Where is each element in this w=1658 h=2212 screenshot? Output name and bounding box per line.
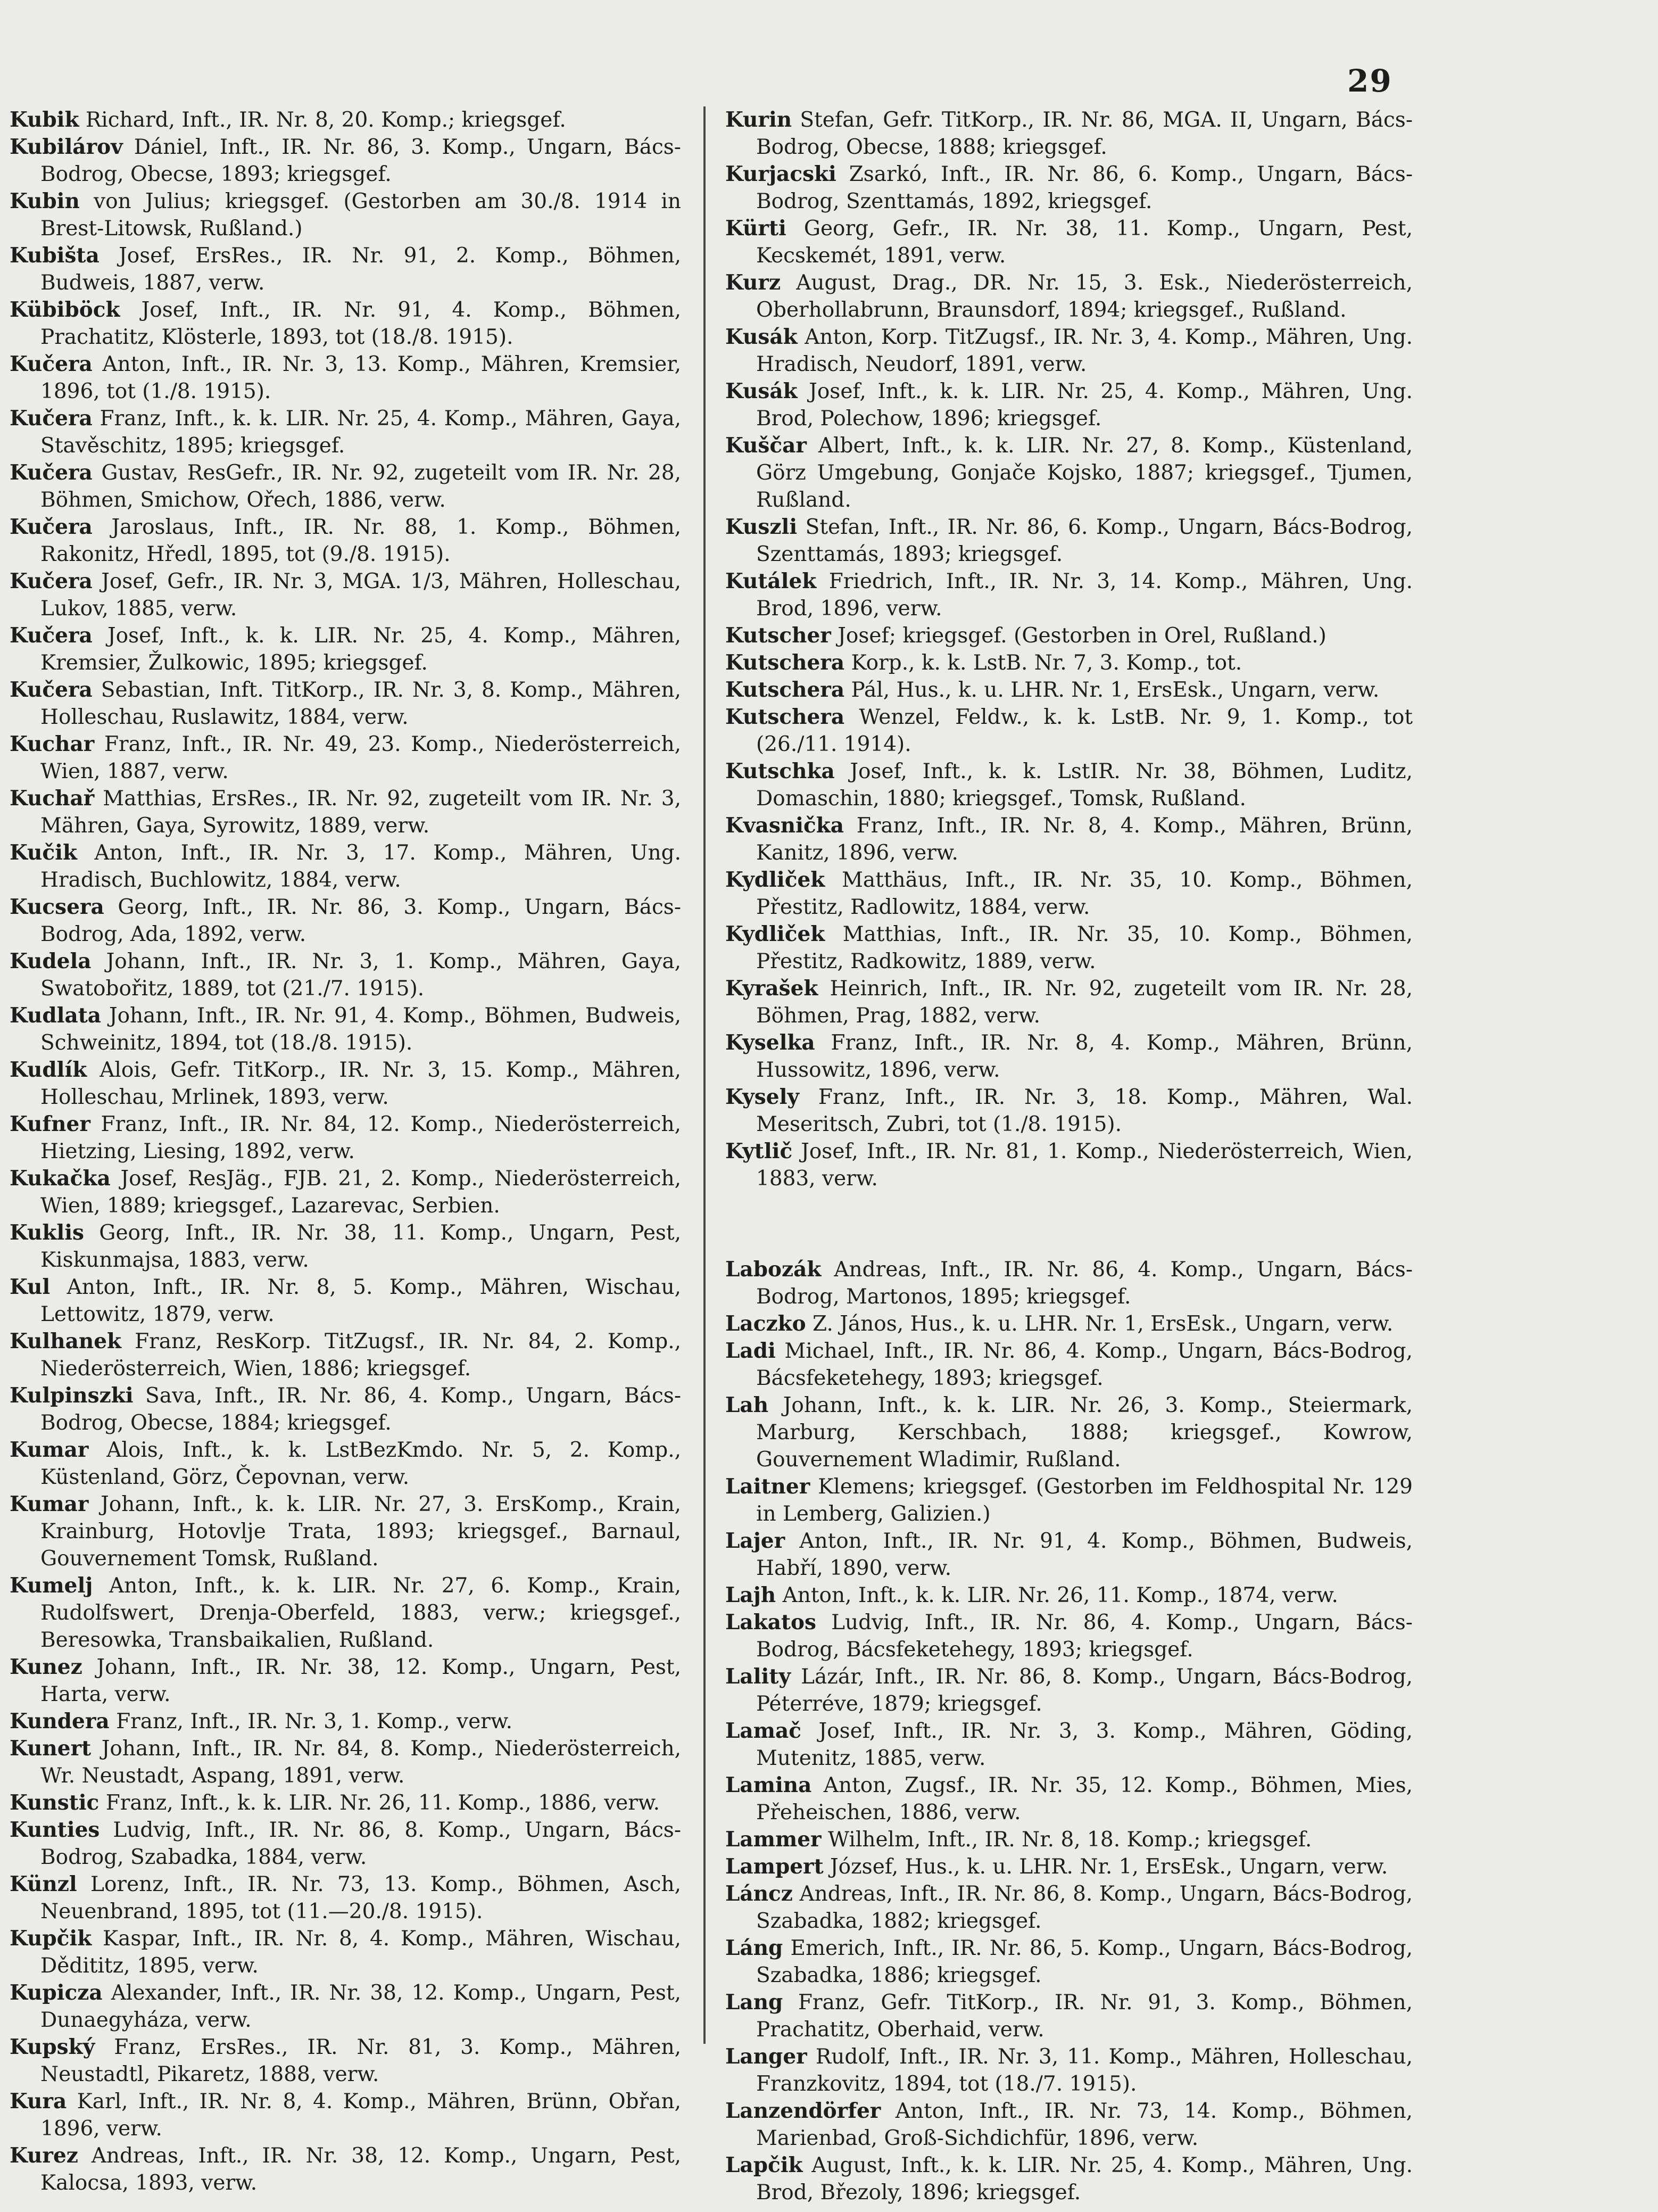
register-entry [10,351,681,405]
entry-surname: Kydliček [725,868,825,892]
entry-surname: Kuklis [10,1220,85,1245]
entry-details: Matthias, ErsRes., IR. Nr. 92, zugeteilt vom IR. Nr. 3, Mähren, Gaya, Syrowitz, 1889, verw. [40,787,681,838]
entry-details: Andreas, Inft., IR. Nr. 86, 8. Komp., Ungarn, Bács-Bodrog, Szabadka, 1882; kriegsgef. [756,1882,1413,1933]
entry-surname: Kutschera [725,678,845,702]
entry-surname: Kulhanek [10,1329,122,1353]
entry-details: Anton, Korp. TitZugsf., IR. Nr. 3, 4. Komp., Mähren, Ung. Hradisch, Neudorf, 1891, verw. [756,325,1413,376]
register-entry [725,1663,1413,1718]
entry-details: Josef, Inft., k. k. LIR. Nr. 25, 4. Komp., Mähren, Kremsier, Žulkowic, 1895; kriegsgef. [40,624,682,675]
register-entry [10,459,681,514]
entry-details: Friedrich, Inft., IR. Nr. 3, 14. Komp., Mähren, Ung. Brod, 1896, verw. [756,569,1413,621]
entry-surname: Kulpinszki [10,1383,134,1408]
register-entry [10,1871,681,1925]
entry-surname: Lajh [725,1583,776,1607]
entry-surname: Kusák [725,325,798,349]
register-entry [10,1437,681,1491]
entry-details: Johann, Inft., IR. Nr. 38, 12. Komp., Ungarn, Pest, Harta, verw. [40,1655,681,1706]
entry-surname: Kytlič [725,1139,793,1163]
register-entry [10,2088,681,2142]
entry-details: Josef, Inft., IR. Nr. 81, 1. Komp., Niederösterreich, Wien, 1883, verw. [756,1140,1413,1191]
register-entry [725,1609,1413,1663]
entry-details: Alois, Inft., k. k. LstBezKmdo. Nr. 5, 2. Komp., Küstenland, Görz, Čepovnan, verw. [40,1438,681,1489]
entry-surname: Kuchar [10,732,95,756]
entry-details: Franz, Inft., IR. Nr. 8, 4. Komp., Mähren, Brünn, Kanitz, 1896, verw. [756,814,1413,865]
entry-details: Z. János, Hus., k. u. LHR. Nr. 1, ErsEsk., Ungarn, verw. [813,1312,1394,1336]
register-entry [10,1708,681,1735]
register-entry [10,1925,681,1979]
entry-surname: Kydliček [725,922,825,946]
entry-surname: Kučera [10,352,93,376]
entry-surname: Lajer [725,1529,785,1553]
register-entry [725,1084,1413,1138]
entry-surname: Kutschka [725,759,835,783]
entry-surname: Kufner [10,1112,90,1136]
entry-surname: Kučera [10,406,93,431]
entry-surname: Kunstic [10,1790,100,1815]
register-entry [10,1789,681,1817]
register-entry [10,1491,681,1572]
entry-details: Karl, Inft., IR. Nr. 8, 4. Komp., Mähren, Brünn, Obřan, 1896, verw. [40,2090,681,2141]
entry-surname: Lamina [725,1773,812,1797]
register-entry [725,106,1413,161]
entry-surname: Kutschera [725,650,845,675]
entry-details: Franz, Inft., IR. Nr. 49, 23. Komp., Niederösterreich, Wien, 1887, verw. [40,732,681,783]
entry-surname: Kučera [10,678,93,702]
register-entry [725,269,1413,324]
register-entry [725,2098,1413,2152]
entry-surname: Kysely [725,1085,800,1109]
entry-surname: Laitner [725,1474,810,1499]
register-entry [725,975,1413,1029]
entry-surname: Kurin [725,108,792,132]
entry-surname: Lang [725,1990,783,2015]
register-entry [10,1572,681,1654]
entry-details: Andreas, Inft., IR. Nr. 86, 4. Komp., Ungarn, Bács-Bodrog, Martonos, 1895; kriegsgef. [756,1258,1413,1309]
page-number: 29 [1347,63,1392,99]
left-column [10,106,681,2197]
register-entry [725,649,1413,676]
register-entry [10,2034,681,2088]
entry-surname: Kubilárov [10,135,123,159]
register-entry [725,758,1413,812]
register-entry [10,1979,681,2034]
entry-surname: Lah [725,1393,769,1417]
entry-details: Stefan, Inft., IR. Nr. 86, 6. Komp., Ungarn, Bács-Bodrog, Szenttamás, 1893; kriegsgef. [756,515,1413,566]
register-entry [725,568,1413,622]
register-entry [10,785,681,839]
entry-details: Lázár, Inft., IR. Nr. 86, 8. Komp., Ungarn, Bács-Bodrog, Péterréve, 1879; kriegsgef. [756,1665,1413,1716]
entry-details: Anton, Inft., k. k. LIR. Nr. 26, 11. Komp., 1874, verw. [782,1583,1338,1607]
entry-details: Matthäus, Inft., IR. Nr. 35, 10. Komp., Böhmen, Přestitz, Radlowitz, 1884, verw. [756,868,1413,919]
register-entry [725,1880,1413,1935]
entry-surname: Kyselka [725,1030,815,1055]
register-entry [10,1002,681,1057]
register-entry [725,1826,1413,1853]
entry-surname: Kubik [10,108,79,132]
entry-details: Andreas, Inft., IR. Nr. 38, 12. Komp., Ungarn, Pest, Kalocsa, 1893, verw. [40,2144,681,2195]
entry-surname: Lality [725,1664,791,1689]
register-entry [725,1338,1413,1392]
section-gap [725,1192,1413,1256]
entry-surname: Kubišta [10,243,100,268]
entry-details: Richard, Inft., IR. Nr. 8, 20. Komp.; kriegsgef. [85,108,566,132]
entry-details: Wenzel, Feldw., k. k. LstB. Nr. 9, 1. Komp., tot (26./11. 1914). [756,705,1413,756]
register-entry [10,134,681,188]
entry-surname: Kurjacski [725,162,836,186]
entry-details: Josef, Inft., IR. Nr. 91, 4. Komp., Böhmen, Prachatitz, Klösterle, 1893, tot (18./8. 1915). [40,298,681,349]
entry-details: Zsarkó, Inft., IR. Nr. 86, 6. Komp., Ungarn, Bács-Bodrog, Szenttamás, 1892, kriegsgef. [756,162,1413,213]
right-column [725,106,1413,2206]
entry-details: Kaspar, Inft., IR. Nr. 8, 4. Komp., Mähren, Wischau, Dědititz, 1895, verw. [40,1927,681,1978]
entry-details: Josef; kriegsgef. (Gestorben in Orel, Rußland.) [838,624,1327,648]
entry-details: August, Inft., k. k. LIR. Nr. 25, 4. Komp., Mähren, Ung. Brod, Březoly, 1896; kriegsgef. [756,2153,1413,2205]
entry-surname: Kumelj [10,1573,93,1598]
register-entry [725,866,1413,921]
entry-surname: Kukačka [10,1166,111,1191]
register-entry [10,676,681,731]
entry-surname: Lakatos [725,1610,816,1635]
entry-surname: Kucsera [10,895,104,919]
register-entry [725,1473,1413,1528]
entry-details: Dániel, Inft., IR. Nr. 86, 3. Komp., Ungarn, Bács-Bodrog, Obecse, 1893; kriegsgef. [40,135,681,186]
register-entry [725,1935,1413,1989]
entry-surname: Kučera [10,569,93,593]
entry-details: Josef, ErsRes., IR. Nr. 91, 2. Komp., Böhmen, Budweis, 1887, verw. [40,244,681,295]
register-entry [10,296,681,351]
entry-surname: Kutschera [725,705,845,729]
entry-surname: Kubin [10,189,80,213]
register-entry [725,2152,1413,2206]
register-entry [725,215,1413,269]
register-entry [725,1989,1413,2043]
entry-details: Josef, Inft., k. k. LIR. Nr. 25, 4. Komp., Mähren, Ung. Brod, Polechow, 1896; kriegsgef. [756,379,1413,431]
entry-surname: Kura [10,2089,67,2114]
entry-surname: Kunties [10,1818,100,1842]
register-entry [10,188,681,242]
entry-surname: Kupský [10,2035,95,2059]
entry-details: Sava, Inft., IR. Nr. 86, 4. Komp., Ungarn, Bács-Bodrog, Obecse, 1884; kriegsgef. [40,1384,681,1435]
entry-details: Anton, Inft., IR. Nr. 3, 17. Komp., Mähren, Ung. Hradisch, Buchlowitz, 1884, verw. [40,841,681,892]
entry-details: Alexander, Inft., IR. Nr. 38, 12. Komp., Ungarn, Pest, Dunaegyháza, verw. [40,1981,681,2032]
entry-details: Heinrich, Inft., IR. Nr. 92, zugeteilt vom IR. Nr. 28, Böhmen, Prag, 1882, verw. [756,977,1413,1028]
register-entry [10,242,681,296]
entry-surname: Kutálek [725,569,817,593]
entry-details: Franz, Gefr. TitKorp., IR. Nr. 91, 3. Komp., Böhmen, Prachatitz, Oberhaid, verw. [756,1991,1413,2042]
register-entry [725,676,1413,704]
right-column-k-entries [725,106,1413,1192]
entry-details: Jaroslaus, Inft., IR. Nr. 88, 1. Komp., Böhmen, Rakonitz, Hředl, 1895, tot (9./8. 1915). [40,515,681,566]
register-entry [10,106,681,134]
entry-surname: Kučera [10,515,93,539]
entry-details: Johann, Inft., k. k. LIR. Nr. 26, 3. Komp., Steiermark, Marburg, Kerschbach, 1888; kriegsgef., Kowrow, Gouvernement Wladimir, Rußland. [756,1393,1413,1472]
register-entry [725,1310,1413,1338]
entry-details: Stefan, Gefr. TitKorp., IR. Nr. 86, MGA. II, Ungarn, Bács-Bodrog, Obecse, 1888; kriegsgef. [756,108,1413,159]
entry-details: Georg, Gefr., IR. Nr. 38, 11. Komp., Ungarn, Pest, Kecskemét, 1891, verw. [756,217,1413,268]
entry-surname: Lanzendörfer [725,2099,881,2123]
entry-surname: Ladi [725,1339,776,1363]
entry-surname: Kuszli [725,515,798,539]
entry-surname: Kumar [10,1438,89,1462]
register-entry [725,812,1413,866]
register-entry [725,704,1413,758]
entry-details: Anton, Inft., IR. Nr. 91, 4. Komp., Böhmen, Budweis, Habří, 1890, verw. [756,1529,1413,1580]
entry-surname: Kurz [725,270,781,295]
entry-surname: Kunert [10,1736,92,1761]
entry-details: Georg, Inft., IR. Nr. 38, 11. Komp., Ungarn, Pest, Kiskunmajsa, 1883, verw. [40,1221,681,1272]
register-entry [725,1256,1413,1310]
entry-details: Josef, Gefr., IR. Nr. 3, MGA. 1/3, Mähren, Holleschau, Lukov, 1885, verw. [40,569,681,621]
entry-details: Rudolf, Inft., IR. Nr. 3, 11. Komp., Mähren, Holleschau, Franzkovitz, 1894, tot (18./7. 1915). [756,2045,1413,2096]
entry-details: Anton, Zugsf., IR. Nr. 35, 12. Komp., Böhmen, Mies, Přeheischen, 1886, verw. [756,1773,1413,1825]
entry-surname: Kvasnička [725,813,844,838]
entry-surname: Kučik [10,840,77,865]
entry-surname: Kürti [725,216,786,241]
entry-details: Franz, ResKorp. TitZugsf., IR. Nr. 84, 2. Komp., Niederösterreich, Wien, 1886; kriegsgef. [40,1330,682,1381]
entry-details: Pál, Hus., k. u. LHR. Nr. 1, ErsEsk., Ungarn, verw. [851,678,1380,702]
register-entry [10,1111,681,1165]
entry-details: Franz, Inft., IR. Nr. 3, 18. Komp., Mähren, Wal. Meseritsch, Zubri, tot (1./8. 1915). [756,1085,1413,1136]
register-entry [725,161,1413,215]
entry-surname: Láng [725,1936,783,1960]
entry-details: Franz, ErsRes., IR. Nr. 81, 3. Komp., Mähren, Neustadtl, Pikaretz, 1888, verw. [40,2035,681,2086]
entry-surname: Kuščar [725,433,807,458]
entry-details: Johann, Inft., k. k. LIR. Nr. 27, 3. ErsKomp., Krain, Krainburg, Hotovlje Trata, 1893; kriegsgef., Barnaul, Gouvernement Tomsk, Rußland. [40,1492,681,1571]
entry-details: Johann, Inft., IR. Nr. 84, 8. Komp., Niederösterreich, Wr. Neustadt, Aspang, 1891, verw. [40,1737,681,1788]
register-entry [10,1735,681,1789]
entry-surname: Kutscher [725,623,831,648]
entry-surname: Kuchař [10,786,95,811]
entry-surname: Kupčik [10,1926,92,1951]
register-entry [725,514,1413,568]
register-entry [10,2142,681,2197]
entry-surname: Kučera [10,623,93,648]
register-entry [725,1718,1413,1772]
register-entry [10,1274,681,1328]
register-entry [10,894,681,948]
entry-surname: Künzl [10,1872,77,1896]
entry-details: Franz, Inft., k. k. LIR. Nr. 25, 4. Komp., Mähren, Gaya, Stavěschitz, 1895; kriegsgef. [40,407,681,458]
entry-surname: Kudlata [10,1003,102,1028]
register-entry [725,1528,1413,1582]
entry-surname: Langer [725,2044,807,2069]
register-entry [10,1057,681,1111]
column-divider [703,106,706,2044]
entry-details: Sebastian, Inft. TitKorp., IR. Nr. 3, 8. Komp., Mähren, Holleschau, Ruslawitz, 1884, verw. [40,678,681,729]
right-column-l-entries [725,1256,1413,2206]
register-entry [725,1138,1413,1192]
entry-details: Michael, Inft., IR. Nr. 86, 4. Komp., Ungarn, Bács-Bodrog, Bácsfeketehegy, 1893; kriegsgef. [756,1339,1413,1390]
entry-surname: Labozák [725,1257,822,1282]
entry-surname: Kumar [10,1492,89,1516]
entry-details: Josef, Inft., k. k. LstIR. Nr. 38, Böhmen, Luditz, Domaschin, 1880; kriegsgef., Tomsk, Rußland. [756,760,1413,811]
entry-surname: Kyrašek [725,976,818,1001]
entry-details: Anton, Inft., IR. Nr. 3, 13. Komp., Mähren, Kremsier, 1896, tot (1./8. 1915). [40,352,681,403]
entry-surname: Lamač [725,1719,801,1743]
entry-surname: Kunez [10,1655,82,1679]
entry-details: Josef, Inft., IR. Nr. 3, 3. Komp., Mähren, Göding, Mutenitz, 1885, verw. [756,1719,1413,1770]
entry-details: Matthias, Inft., IR. Nr. 35, 10. Komp., Böhmen, Přestitz, Radkowitz, 1889, verw. [756,922,1413,973]
entry-details: Franz, Inft., k. k. LIR. Nr. 26, 11. Komp., 1886, verw. [105,1791,660,1815]
entry-details: Anton, Inft., k. k. LIR. Nr. 27, 6. Komp., Krain, Rudolfswert, Drenja-Oberfeld, 1883, verw.; kriegsgef., Beresowka, Transbaikalien, Rußland. [40,1574,681,1652]
entry-details: Klemens; kriegsgef. (Gestorben im Feldhospital Nr. 129 in Lemberg, Galizien.) [756,1475,1413,1526]
register-entry [10,514,681,568]
register-entry [10,839,681,894]
register-entry [10,1817,681,1871]
entry-details: Johann, Inft., IR. Nr. 91, 4. Komp., Böhmen, Budweis, Schweinitz, 1894, tot (18./8. 1915). [40,1004,681,1055]
entry-surname: Kupicza [10,1980,103,2005]
register-entry [10,1654,681,1708]
entry-surname: Kurez [10,2143,78,2168]
register-entry [725,1392,1413,1473]
register-entry [725,921,1413,975]
entry-details: Alois, Gefr. TitKorp., IR. Nr. 3, 15. Komp., Mähren, Holleschau, Mrlinek, 1893, verw. [40,1058,681,1109]
register-entry [10,405,681,459]
entry-details: Georg, Inft., IR. Nr. 86, 3. Komp., Ungarn, Bács-Bodrog, Ada, 1892, verw. [40,895,682,946]
register-entry [725,1582,1413,1609]
entry-details: Anton, Inft., IR. Nr. 73, 14. Komp., Böhmen, Marienbad, Groß-Sichdichfür, 1896, verw. [756,2099,1413,2150]
register-entry [10,1165,681,1219]
entry-details: Gustav, ResGefr., IR. Nr. 92, zugeteilt vom IR. Nr. 28, Böhmen, Smichow, Ořech, 1886, verw. [40,461,681,512]
entry-surname: Kudela [10,949,92,973]
entry-surname: Laczko [725,1311,806,1336]
entry-details: Ludvig, Inft., IR. Nr. 86, 8. Komp., Ungarn, Bács-Bodrog, Szabadka, 1884, verw. [40,1818,681,1869]
register-entry [725,378,1413,432]
entry-details: Josef, ResJäg., FJB. 21, 2. Komp., Niederösterreich, Wien, 1889; kriegsgef., Lazarevac, Serbien. [40,1167,681,1218]
entry-details: Korp., k. k. LstB. Nr. 7, 3. Komp., tot. [851,651,1242,675]
register-entry [10,1382,681,1437]
entry-surname: Kundera [10,1709,110,1734]
register-entry [10,948,681,1002]
register-entry [725,432,1413,514]
register-entry [10,1219,681,1274]
entry-surname: Kudlík [10,1058,87,1082]
register-entry [10,1328,681,1382]
register-entry [725,1772,1413,1826]
entry-surname: Lammer [725,1827,822,1852]
register-entry [725,1029,1413,1084]
entry-details: Anton, Inft., IR. Nr. 8, 5. Komp., Mähren, Wischau, Lettowitz, 1879, verw. [40,1275,681,1326]
entry-details: Ludvig, Inft., IR. Nr. 86, 4. Komp., Ungarn, Bács-Bodrog, Bácsfeketehegy, 1893; kriegsgef. [756,1611,1413,1662]
entry-surname: Kul [10,1275,51,1299]
entry-surname: Lapčik [725,2153,803,2177]
entry-details: von Julius; kriegsgef. (Gestorben am 30./8. 1914 in Brest-Litowsk, Rußland.) [40,189,682,241]
entry-details: József, Hus., k. u. LHR. Nr. 1, ErsEsk., Ungarn, verw. [830,1855,1388,1879]
entry-details: Franz, Inft., IR. Nr. 8, 4. Komp., Mähren, Brünn, Hussowitz, 1896, verw. [756,1031,1413,1082]
register-entry [725,1853,1413,1880]
entry-details: Albert, Inft., k. k. LIR. Nr. 27, 8. Komp., Küstenland, Görz Umgebung, Gonjače Kojsko, 1887; kriegsgef., Tjumen, Rußland. [756,434,1413,512]
entry-surname: Kučera [10,460,93,485]
register-entry [725,324,1413,378]
register-entry [10,731,681,785]
entry-surname: Lampert [725,1854,824,1879]
entry-surname: Kübiböck [10,298,120,322]
entry-surname: Láncz [725,1881,793,1906]
entry-details: Wilhelm, Inft., IR. Nr. 8, 18. Komp.; kriegsgef. [828,1828,1312,1852]
register-entry [725,2043,1413,2098]
register-entry [725,622,1413,649]
entry-details: Lorenz, Inft., IR. Nr. 73, 13. Komp., Böhmen, Asch, Neuenbrand, 1895, tot (11.—20./8. 1915). [40,1872,681,1924]
entry-surname: Kusák [725,379,798,403]
register-entry [10,568,681,622]
entry-details: Johann, Inft., IR. Nr. 3, 1. Komp., Mähren, Gaya, Swatobořitz, 1889, tot (21./7. 1915). [40,950,681,1001]
entry-details: Emerich, Inft., IR. Nr. 86, 5. Komp., Ungarn, Bács-Bodrog, Szabadka, 1886; kriegsgef. [756,1936,1413,1987]
entry-details: Franz, Inft., IR. Nr. 3, 1. Komp., verw. [116,1710,512,1734]
entry-details: Franz, Inft., IR. Nr. 84, 12. Komp., Niederösterreich, Hietzing, Liesing, 1892, verw. [40,1112,681,1163]
entry-details: August, Drag., DR. Nr. 15, 3. Esk., Niederösterreich, Oberhollabrunn, Braunsdorf, 1894; kriegsgef., Rußland. [756,271,1413,322]
register-entry [10,622,681,676]
